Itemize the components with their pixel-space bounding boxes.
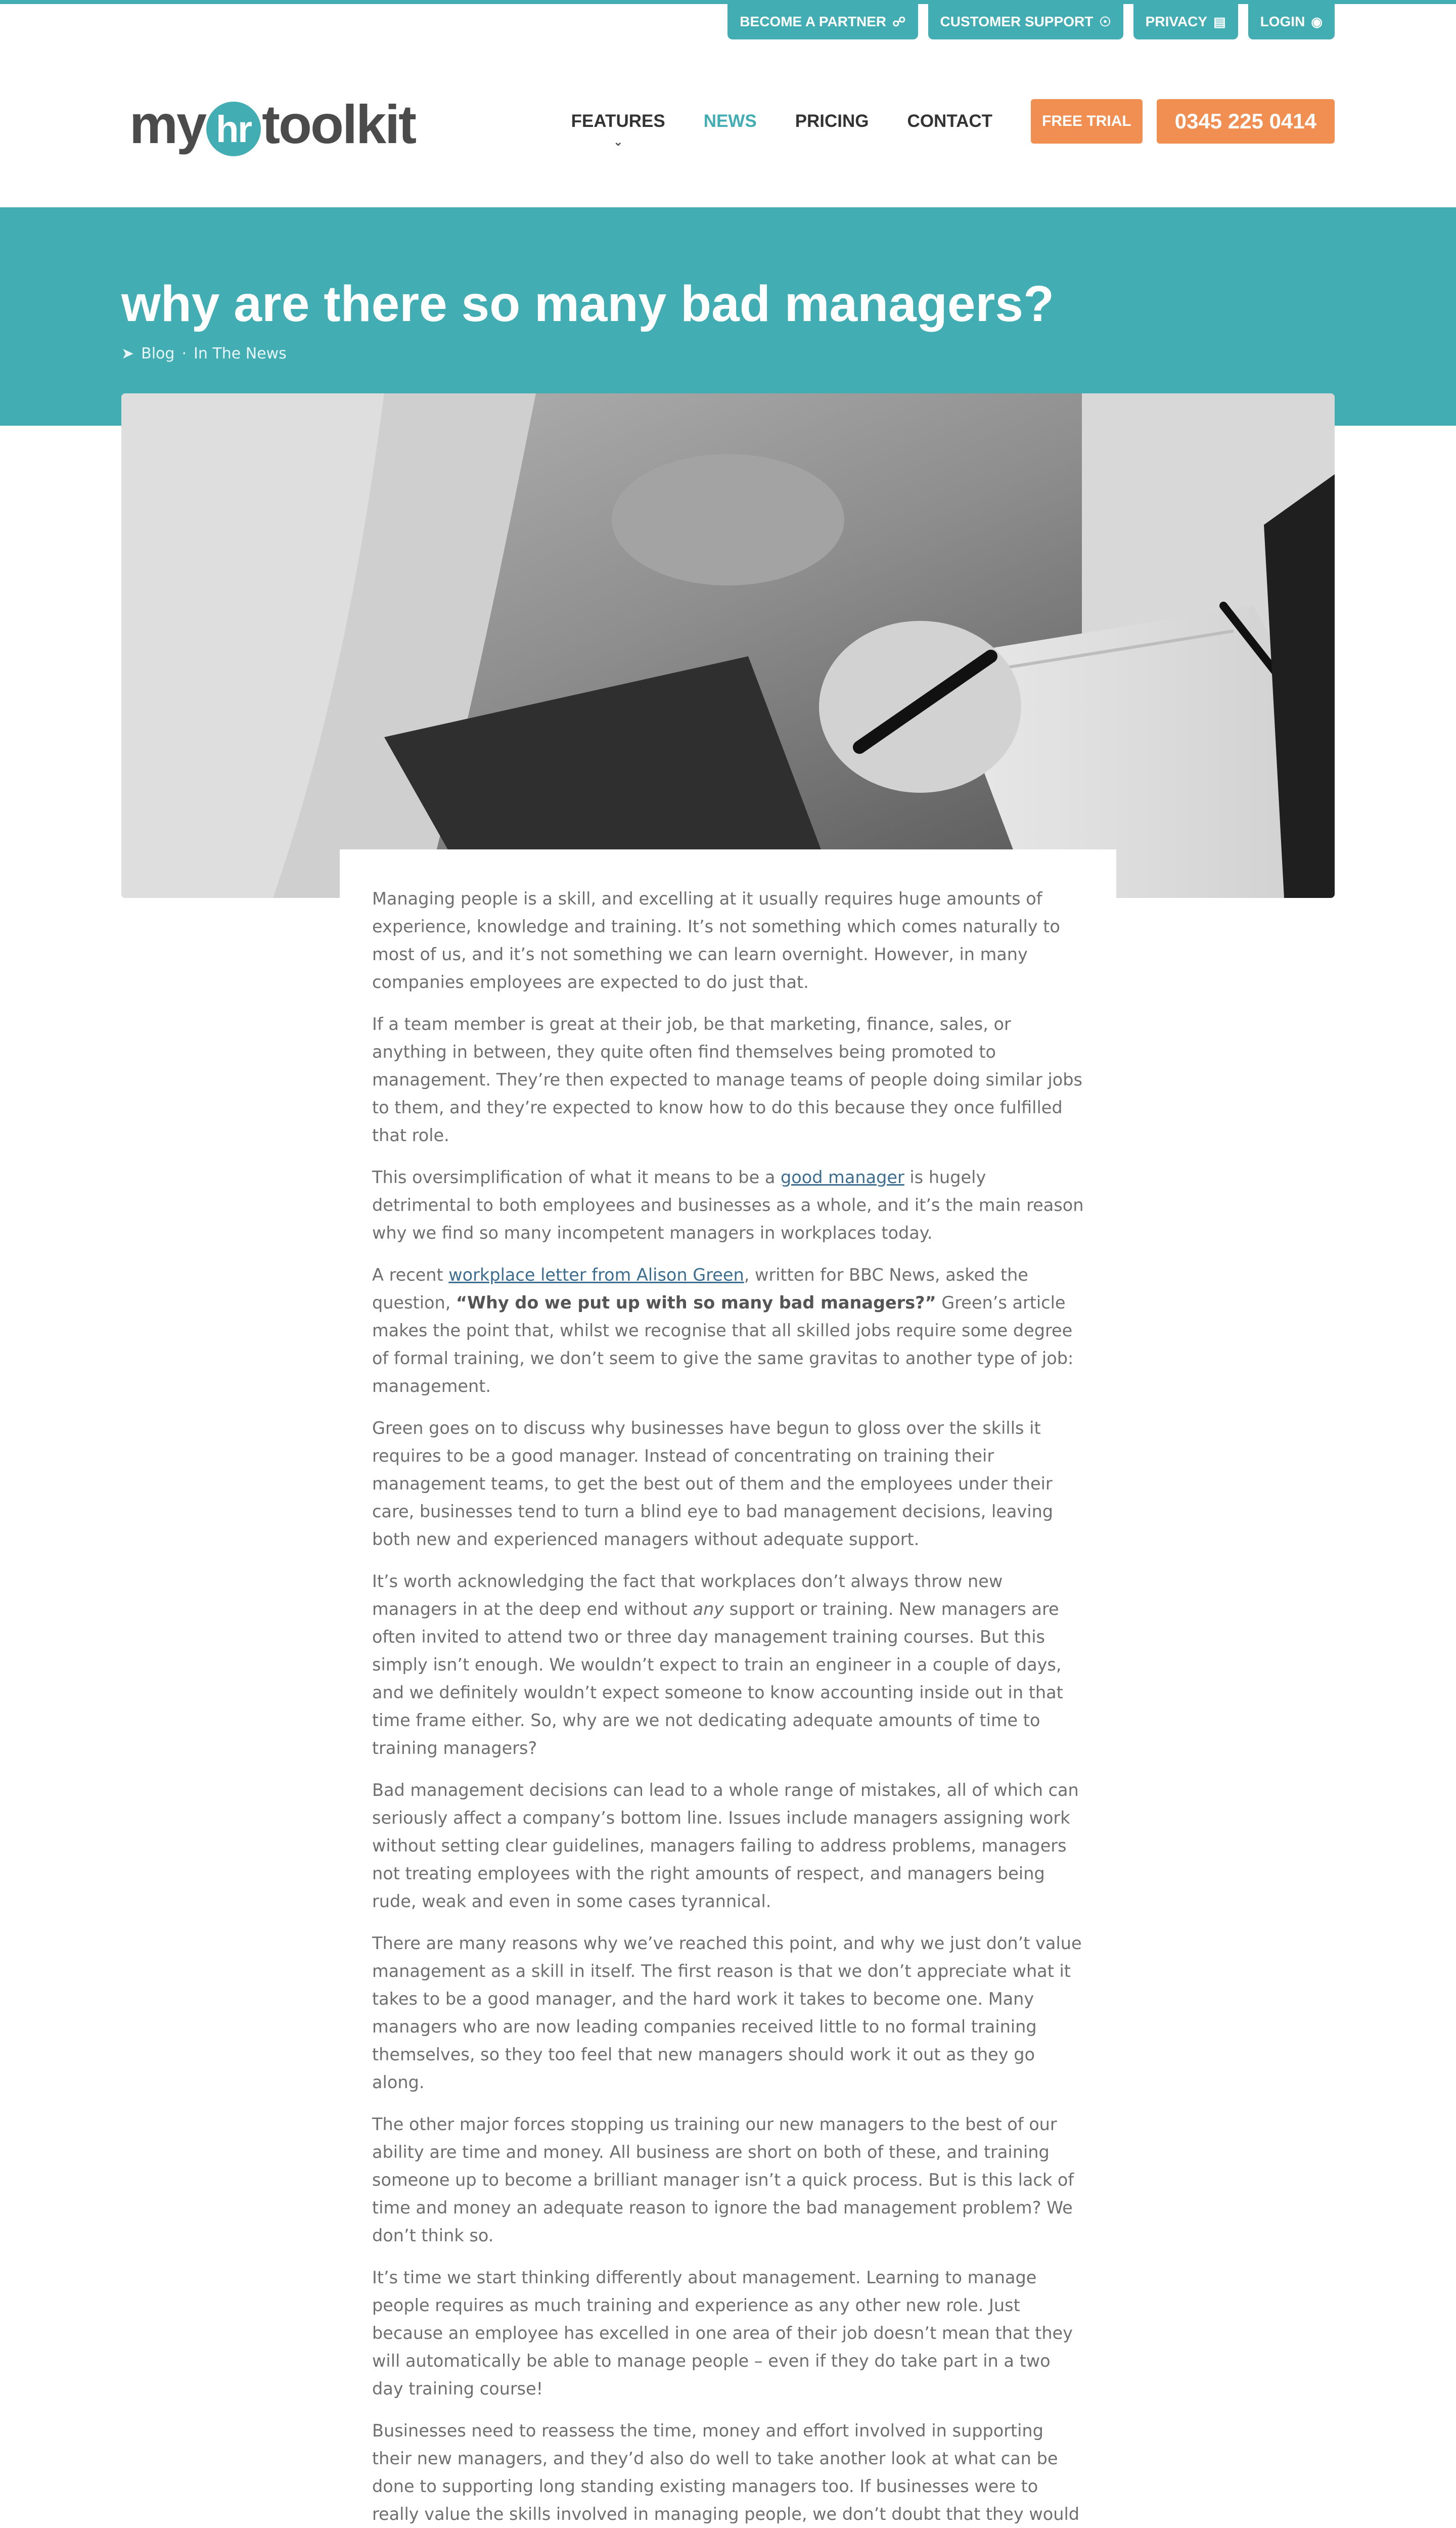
paragraph-text: support or training. New managers are often invited to attend two or three day management training courses. But this simply isn’t enough. We wouldn’t expect to train an engineer in a couple of days, and we definitely wouldn’t expect someone to know accounting inside out in that time frame either. So, why are we not dedicating adequate amounts of time to training managers? xyxy=(372,1599,1063,1758)
customer-support-button[interactable] xyxy=(928,4,1123,39)
article-feature-image xyxy=(121,393,1335,898)
privacy-label: PRIVACY xyxy=(1145,14,1208,29)
paragraph: Managing people is a skill, and excelling at it usually requires huge amounts of experience, knowledge and training. It’s not something which comes naturally to most of us, and it’s not something we can learn overnight. However, in many companies employees are expected to do just that. xyxy=(372,889,1060,992)
paragraph-text: A recent xyxy=(372,1265,449,1285)
chevron-down-icon: ⌄ xyxy=(613,136,623,148)
paragraph: There are many reasons why we’ve reached this point, and why we just don’t value management as a skill in itself. The first reason is that we don’t appreciate what it takes to be a good manager, and the hard work it takes to become one. Many managers who are now leading companies received little to no formal training themselves, so they too feel that new managers should work it out as they go along. xyxy=(372,1933,1082,2092)
breadcrumb-blog[interactable]: Blog xyxy=(141,345,175,363)
paragraph-text: , written for BBC News, asked the question, xyxy=(372,1265,1028,1313)
site-logo[interactable] xyxy=(129,86,415,162)
breadcrumb-in-the-news[interactable]: In The News xyxy=(194,345,287,363)
quote-bold: “Why do we put up with so many bad managers?” xyxy=(456,1293,936,1313)
logo-hr-badge: hr xyxy=(206,102,261,156)
breadcrumb xyxy=(121,345,287,363)
paragraph xyxy=(372,1567,1084,1762)
page-title: why are there so many bad managers? xyxy=(121,276,1055,332)
lock-icon: ◉ xyxy=(1311,14,1323,29)
logo-text-my: my xyxy=(129,93,206,155)
paragraph: The other major forces stopping us training our new managers to the best of our ability are time and money. All business are short on both of these, and training someone up to become a brilliant manager isn’t a quick process. But is this lack of time and money an adequate reason to ignore the bad management problem? We don’t think so. xyxy=(372,2114,1074,2245)
login-button[interactable] xyxy=(1248,4,1335,39)
lifebuoy-icon: ☉ xyxy=(1099,14,1111,29)
paragraph: Green goes on to discuss why businesses have begun to gloss over the skills it requires to be a good manager. Instead of concentrating on training their management teams, to get the best out of them and the employees under their care, businesses tend to turn a blind eye to bad management decisions, leaving both new and experienced managers without adequate support. xyxy=(372,1418,1054,1549)
nav-contact-label: CONTACT xyxy=(907,111,993,131)
article-body xyxy=(340,849,1116,2528)
logo-text-toolkit: toolkit xyxy=(262,93,416,155)
nav-pricing[interactable] xyxy=(795,111,869,131)
paragraph xyxy=(372,1163,1084,1247)
main-nav xyxy=(571,96,1335,147)
nav-news[interactable] xyxy=(704,111,757,131)
become-partner-label: BECOME A PARTNER xyxy=(740,14,887,29)
login-label: LOGIN xyxy=(1260,14,1305,29)
paragraph xyxy=(372,1261,1084,1400)
handshake-icon: ☍ xyxy=(892,14,906,29)
paragraph-text: This oversimplification of what it means to be a xyxy=(372,1167,781,1187)
tags-icon: ➤ xyxy=(121,345,134,363)
nav-features-label: FEATURES xyxy=(571,111,665,131)
privacy-button[interactable] xyxy=(1133,4,1238,39)
nav-features[interactable] xyxy=(571,111,665,148)
paragraph: It’s time we start thinking differently about management. Learning to manage people requires as much training and experience as any other new role. Just because an employee has excelled in one area of their job doesn’t mean that they will automatically be able to manage people – even if they do take part in a two day training course! xyxy=(372,2268,1073,2399)
alison-green-letter-link[interactable]: workplace letter from Alison Green xyxy=(448,1265,744,1285)
phone-button[interactable]: 0345 225 0414 xyxy=(1157,99,1335,144)
free-trial-button[interactable]: FREE TRIAL xyxy=(1031,99,1143,144)
document-icon: ▤ xyxy=(1213,14,1226,29)
good-manager-link[interactable]: good manager xyxy=(781,1167,904,1187)
customer-support-label: CUSTOMER SUPPORT xyxy=(940,14,1094,29)
paragraph: If a team member is great at their job, be that marketing, finance, sales, or anything in between, they quite often find themselves being promoted to management. They’re then expected to manage teams of people doing similar jobs to them, and they’re expected to know how to do this because they once fulfilled that role. xyxy=(372,1014,1083,1145)
nav-contact[interactable] xyxy=(907,111,993,131)
nav-news-label: NEWS xyxy=(703,111,757,131)
emphasis: any xyxy=(693,1599,724,1619)
paragraph-text: Green’s article makes the point that, whilst we recognise that all skilled jobs require some degree of formal training, we don’t seem to give the same gravitas to another type of job: management. xyxy=(372,1293,1074,1396)
top-accent-line xyxy=(0,0,1456,4)
photo-illustration xyxy=(121,393,1335,898)
breadcrumb-separator: · xyxy=(181,345,187,363)
become-partner-button[interactable] xyxy=(727,4,918,39)
paragraph: Businesses need to reassess the time, money and effort involved in supporting their new managers, and they’d also do well to take another look at what can be done to supporting long standing existing managers too. If businesses were to really value the skills involved in managing people, we don’t doubt that they would xyxy=(372,2421,1080,2524)
paragraph: Bad management decisions can lead to a whole range of mistakes, all of which can seriously affect a company’s bottom line. Issues include managers assigning work without setting clear guidelines, managers failing to address problems, managers not treating employees with the right amounts of respect, and managers being rude, weak and even in some cases tyrannical. xyxy=(372,1780,1079,1911)
paragraph-text: is hugely detrimental to both employees and businesses as a whole, and it’s the main reason why we find so many incompetent managers in workplaces today. xyxy=(372,1167,1084,1243)
nav-pricing-label: PRICING xyxy=(795,111,869,131)
paragraph-text: It’s worth acknowledging the fact that workplaces don’t always throw new managers in at the deep end without xyxy=(372,1571,1003,1619)
utility-bar xyxy=(727,4,1335,39)
